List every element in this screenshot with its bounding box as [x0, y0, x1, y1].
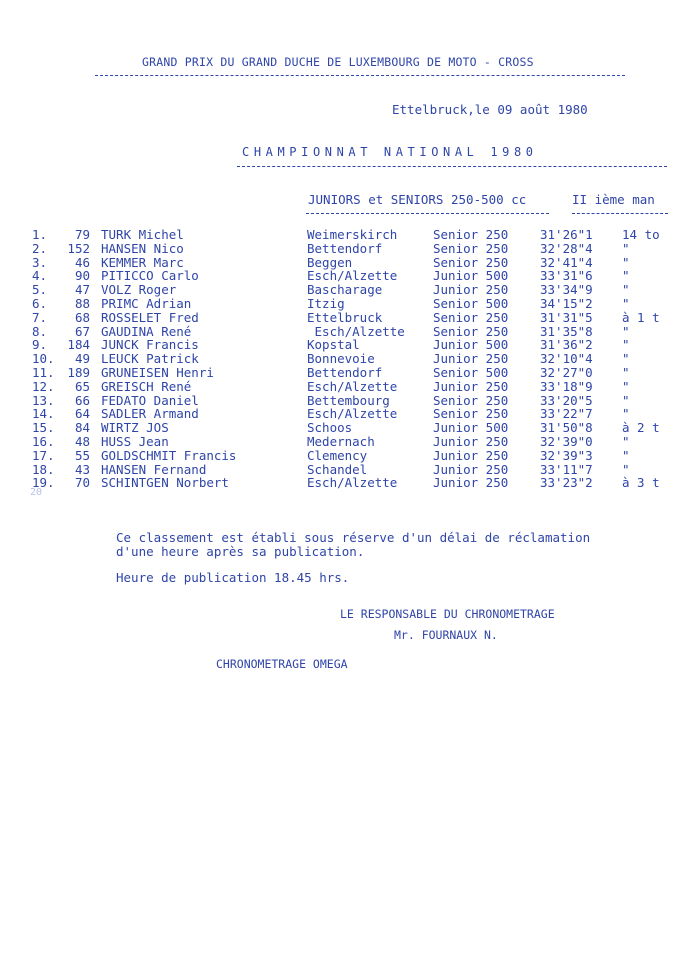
result-town: Bascharage: [307, 282, 383, 298]
result-note: ": [622, 268, 630, 284]
result-time: 31'31"5: [540, 309, 593, 325]
reserve-note-line-1: Ce classement est établi sous réserve d'un délai de réclamation: [116, 530, 591, 545]
result-class: Junior 250: [433, 282, 509, 298]
result-town: Esch/Alzette: [307, 378, 398, 394]
result-bib-number: 46: [74, 254, 90, 270]
result-rider-name: WIRTZ JOS: [101, 420, 169, 436]
result-time: 33'18"9: [540, 378, 593, 394]
result-bib-number: 84: [74, 420, 90, 436]
result-time: 32'28"4: [540, 240, 593, 256]
result-row: [0, 311, 686, 325]
result-rider-name: SCHINTGEN Norbert: [101, 475, 229, 491]
result-rider-name: GREISCH René: [101, 378, 192, 394]
result-note: ": [622, 337, 630, 353]
result-class: Junior 250: [433, 461, 509, 477]
manche-underline: [572, 213, 668, 214]
result-rider-name: HANSEN Fernand: [101, 461, 207, 477]
result-rank: 4.: [32, 268, 48, 284]
result-rider-name: FEDATO Daniel: [101, 392, 199, 408]
result-time: 31'36"2: [540, 337, 593, 353]
result-class: Senior 500: [433, 296, 509, 311]
title-underline: [95, 75, 625, 76]
result-bib-number: 152: [67, 240, 90, 256]
result-town: Esch/Alzette: [307, 475, 398, 491]
result-town: Esch/Alzette: [307, 323, 405, 339]
result-rank: 5.: [32, 282, 48, 298]
result-class: Senior 500: [433, 365, 509, 380]
result-row: [0, 242, 686, 256]
result-bib-number: 184: [67, 337, 90, 353]
result-rider-name: JUNCK Francis: [101, 337, 199, 353]
document-date: Ettelbruck,le 09 août 1980: [392, 102, 588, 117]
result-rider-name: VOLZ Roger: [101, 282, 177, 298]
result-note: ": [622, 240, 630, 256]
result-time: 31'26"1: [540, 227, 593, 242]
result-rank: 10.: [32, 351, 55, 367]
result-class: Junior 250: [433, 378, 509, 394]
result-town: Beggen: [307, 254, 353, 270]
result-rank: 12.: [32, 378, 55, 394]
result-bib-number: 48: [74, 434, 90, 449]
result-bib-number: 79: [74, 227, 90, 242]
result-time: 32'39"0: [540, 434, 593, 449]
result-row: [0, 476, 686, 490]
result-rider-name: PITICCO Carlo: [101, 268, 199, 284]
result-class: Senior 250: [433, 254, 509, 270]
result-time: 33'11"7: [540, 461, 593, 477]
result-class: Senior 250: [433, 323, 509, 339]
result-rider-name: PRIMC Adrian: [101, 296, 192, 311]
result-row: [0, 435, 686, 449]
result-class: Junior 250: [433, 475, 509, 491]
result-class: Senior 250: [433, 240, 509, 256]
result-note: ": [622, 406, 630, 422]
result-town: Itzig: [307, 296, 345, 311]
result-bib-number: 43: [74, 461, 90, 477]
result-rider-name: SADLER Armand: [101, 406, 199, 422]
timing-responsible-name: Mr. FOURNAUX N.: [394, 628, 498, 642]
result-class: Senior 250: [433, 406, 509, 422]
result-time: 33'20"5: [540, 392, 593, 408]
timing-company: CHRONOMETRAGE OMEGA: [216, 657, 348, 671]
championship-heading: CHAMPIONNAT NATIONAL 1980: [242, 145, 538, 159]
result-note: ": [622, 254, 630, 270]
result-rider-name: GRUNEISEN Henri: [101, 365, 214, 380]
event-title: GRAND PRIX DU GRAND DUCHE DE LUXEMBOURG DE MOTO - CROSS: [142, 55, 534, 69]
result-rank: 19.: [32, 475, 55, 491]
result-note: à 1 t: [622, 309, 660, 325]
result-time: 33'34"9: [540, 282, 593, 298]
category-heading: JUNIORS et SENIORS 250-500 cc: [308, 192, 527, 207]
result-time: 33'23"2: [540, 475, 593, 491]
result-rank: 14.: [32, 406, 55, 422]
result-time: 33'22"7: [540, 406, 593, 422]
result-note: 14 to: [622, 227, 660, 242]
result-note: ": [622, 392, 630, 408]
result-note: ": [622, 365, 630, 380]
result-note: ": [622, 351, 630, 367]
result-time: 32'27"0: [540, 365, 593, 380]
result-rider-name: TURK Michel: [101, 227, 184, 242]
result-bib-number: 65: [74, 378, 90, 394]
result-bib-number: 49: [74, 351, 90, 367]
result-bib-number: 67: [74, 323, 90, 339]
result-note: ": [622, 461, 630, 477]
result-bib-number: 90: [74, 268, 90, 284]
result-rank: 2.: [32, 240, 48, 256]
result-class: Senior 250: [433, 309, 509, 325]
result-town: Medernach: [307, 434, 375, 449]
result-rider-name: HUSS Jean: [101, 434, 169, 449]
result-bib-number: 70: [74, 475, 90, 491]
result-note: ": [622, 323, 630, 339]
result-rider-name: HANSEN Nico: [101, 240, 184, 256]
result-rider-name: ROSSELET Fred: [101, 309, 199, 325]
result-rank: 13.: [32, 392, 55, 408]
result-rank: 17.: [32, 447, 55, 463]
publication-time: Heure de publication 18.45 hrs.: [116, 570, 350, 585]
result-rank: 8.: [32, 323, 48, 339]
category-underline: [306, 213, 549, 214]
result-time: 31'50"8: [540, 420, 593, 436]
result-time: 32'41"4: [540, 254, 593, 270]
result-note: ": [622, 447, 630, 463]
result-rider-name: GOLDSCHMIT Francis: [101, 447, 237, 463]
result-rank: 18.: [32, 461, 55, 477]
result-class: Junior 500: [433, 337, 509, 353]
result-town: Schandel: [307, 461, 368, 477]
result-town: Schoos: [307, 420, 353, 436]
result-town: Esch/Alzette: [307, 268, 398, 284]
result-time: 33'31"6: [540, 268, 593, 284]
result-class: Junior 500: [433, 420, 509, 436]
result-bib-number: 88: [74, 296, 90, 311]
result-row: [0, 449, 686, 463]
result-rider-name: KEMMER Marc: [101, 254, 184, 270]
result-rank: 1.: [32, 227, 48, 242]
result-time: 32'10"4: [540, 351, 593, 367]
result-row: [0, 297, 686, 311]
result-rank: 7.: [32, 309, 48, 325]
result-bib-number: 55: [74, 447, 90, 463]
result-note: ": [622, 434, 630, 449]
result-class: Senior 250: [433, 227, 509, 242]
result-note: ": [622, 282, 630, 298]
result-town: Ettelbruck: [307, 309, 383, 325]
result-rider-name: LEUCK Patrick: [101, 351, 199, 367]
result-town: Bettendorf: [307, 240, 383, 256]
timing-responsible-title: LE RESPONSABLE DU CHRONOMETRAGE: [340, 607, 555, 621]
result-bib-number: 66: [74, 392, 90, 408]
result-town: Bettembourg: [307, 392, 390, 408]
reserve-note-line-2: d'une heure après sa publication.: [116, 544, 365, 559]
result-note: à 3 t: [622, 475, 660, 491]
result-class: Junior 250: [433, 434, 509, 449]
result-note: ": [622, 296, 630, 311]
result-town: Clemency: [307, 447, 368, 463]
result-row: [0, 228, 686, 242]
manche-heading: II ième man: [572, 192, 655, 207]
championship-underline: [237, 166, 667, 167]
result-note: ": [622, 378, 630, 394]
result-time: 31'35"8: [540, 323, 593, 339]
result-class: Junior 250: [433, 447, 509, 463]
result-class: Junior 500: [433, 268, 509, 284]
result-rider-name: GAUDINA René: [101, 323, 192, 339]
result-rank: 9.: [32, 337, 48, 353]
result-class: Senior 250: [433, 392, 509, 408]
result-row: [0, 366, 686, 380]
result-rank: 15.: [32, 420, 55, 436]
result-bib-number: 64: [74, 406, 90, 422]
result-class: Junior 250: [433, 351, 509, 367]
result-row: [0, 380, 686, 394]
result-bib-number: 189: [67, 365, 90, 380]
result-bib-number: 47: [74, 282, 90, 298]
result-rank: 3.: [32, 254, 48, 270]
result-town: Kopstal: [307, 337, 360, 353]
result-bib-number: 68: [74, 309, 90, 325]
result-town: Bettendorf: [307, 365, 383, 380]
result-rank: 16.: [32, 434, 55, 449]
result-note: à 2 t: [622, 420, 660, 436]
result-time: 32'39"3: [540, 447, 593, 463]
result-rank: 11.: [32, 365, 55, 380]
result-time: 34'15"2: [540, 296, 593, 311]
result-town: Weimerskirch: [307, 227, 398, 242]
result-town: Bonnevoie: [307, 351, 375, 367]
result-rank: 6.: [32, 296, 48, 311]
result-town: Esch/Alzette: [307, 406, 398, 422]
stray-mark: 20: [30, 487, 43, 498]
